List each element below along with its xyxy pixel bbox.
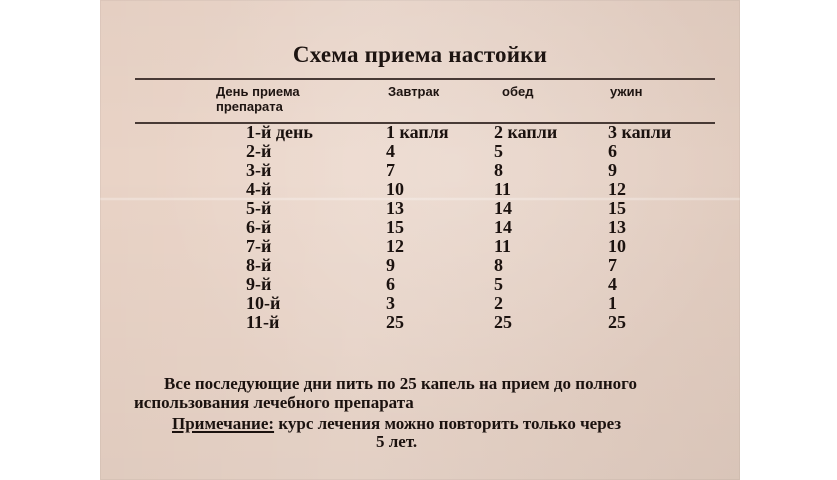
row-lunch: 11: [494, 236, 512, 256]
note-end: 5 лет.: [376, 432, 418, 451]
note-line-1: Все последующие дни пить по 25 капель на прием до полного: [164, 374, 637, 393]
row-lunch: 8: [494, 160, 503, 180]
paper-sheet: [100, 0, 740, 480]
table-row: [100, 293, 740, 311]
note-line-3: [172, 414, 621, 434]
table-title: Схема приема настойки: [292, 42, 548, 67]
table-row: [100, 179, 740, 197]
header-day-line-1: День приема: [216, 84, 300, 99]
row-dinner: 6: [608, 141, 617, 161]
row-lunch: 5: [494, 141, 503, 161]
row-lunch: 14: [494, 198, 512, 218]
header-day-line-2: препарата: [216, 99, 283, 114]
row-dinner: 12: [608, 179, 626, 199]
table-row: [100, 198, 740, 216]
header-breakfast: Завтрак: [388, 84, 440, 99]
header-lunch: обед: [502, 84, 534, 99]
row-dinner: 3 капли: [608, 122, 672, 142]
row-lunch: 5: [494, 274, 503, 294]
table-row: [100, 122, 740, 140]
row-day: 3-й: [246, 160, 272, 180]
bleed-through-text-bottom: [220, 444, 640, 474]
row-day: 6-й: [246, 217, 272, 237]
row-day: 1-й день: [246, 122, 313, 142]
header-dinner: ужин: [610, 84, 643, 99]
row-breakfast: 7: [386, 160, 395, 180]
row-dinner: 1: [608, 293, 617, 313]
header-day: [216, 84, 300, 114]
row-lunch: 14: [494, 217, 512, 237]
row-dinner: 15: [608, 198, 626, 218]
row-breakfast: 3: [386, 293, 395, 313]
row-day: 10-й: [246, 293, 281, 313]
row-breakfast: 6: [386, 274, 395, 294]
row-breakfast: 4: [386, 141, 395, 161]
row-breakfast: 9: [386, 255, 395, 275]
note-line-2: использования лечебного препарата: [134, 393, 414, 412]
top-rule: [135, 78, 715, 80]
row-day: 8-й: [246, 255, 272, 275]
row-dinner: 13: [608, 217, 626, 237]
table-row: [100, 255, 740, 273]
row-breakfast: 1 капля: [386, 122, 449, 142]
row-dinner: 7: [608, 255, 617, 275]
row-dinner: 10: [608, 236, 626, 256]
note-text: курс лечения можно повторить только через: [274, 414, 622, 433]
table-row: [100, 160, 740, 178]
table-row: [100, 312, 740, 330]
row-breakfast: 12: [386, 236, 404, 256]
row-day: 4-й: [246, 179, 272, 199]
row-dinner: 25: [608, 312, 626, 332]
row-day: 9-й: [246, 274, 272, 294]
row-lunch: 2: [494, 293, 503, 313]
row-day: 5-й: [246, 198, 272, 218]
row-breakfast: 10: [386, 179, 404, 199]
row-breakfast: 13: [386, 198, 404, 218]
row-breakfast: 15: [386, 217, 404, 237]
row-day: 7-й: [246, 236, 272, 256]
note-label: Примечание:: [172, 414, 275, 433]
table-row: [100, 236, 740, 254]
row-day: 11-й: [246, 312, 280, 332]
row-lunch: 2 капли: [494, 122, 558, 142]
row-dinner: 4: [608, 274, 617, 294]
row-lunch: 8: [494, 255, 503, 275]
table-row: [100, 217, 740, 235]
row-day: 2-й: [246, 141, 272, 161]
row-dinner: 9: [608, 160, 617, 180]
table-row: [100, 274, 740, 292]
row-lunch: 25: [494, 312, 512, 332]
table-row: [100, 141, 740, 159]
row-lunch: 11: [494, 179, 512, 199]
row-breakfast: 25: [386, 312, 404, 332]
